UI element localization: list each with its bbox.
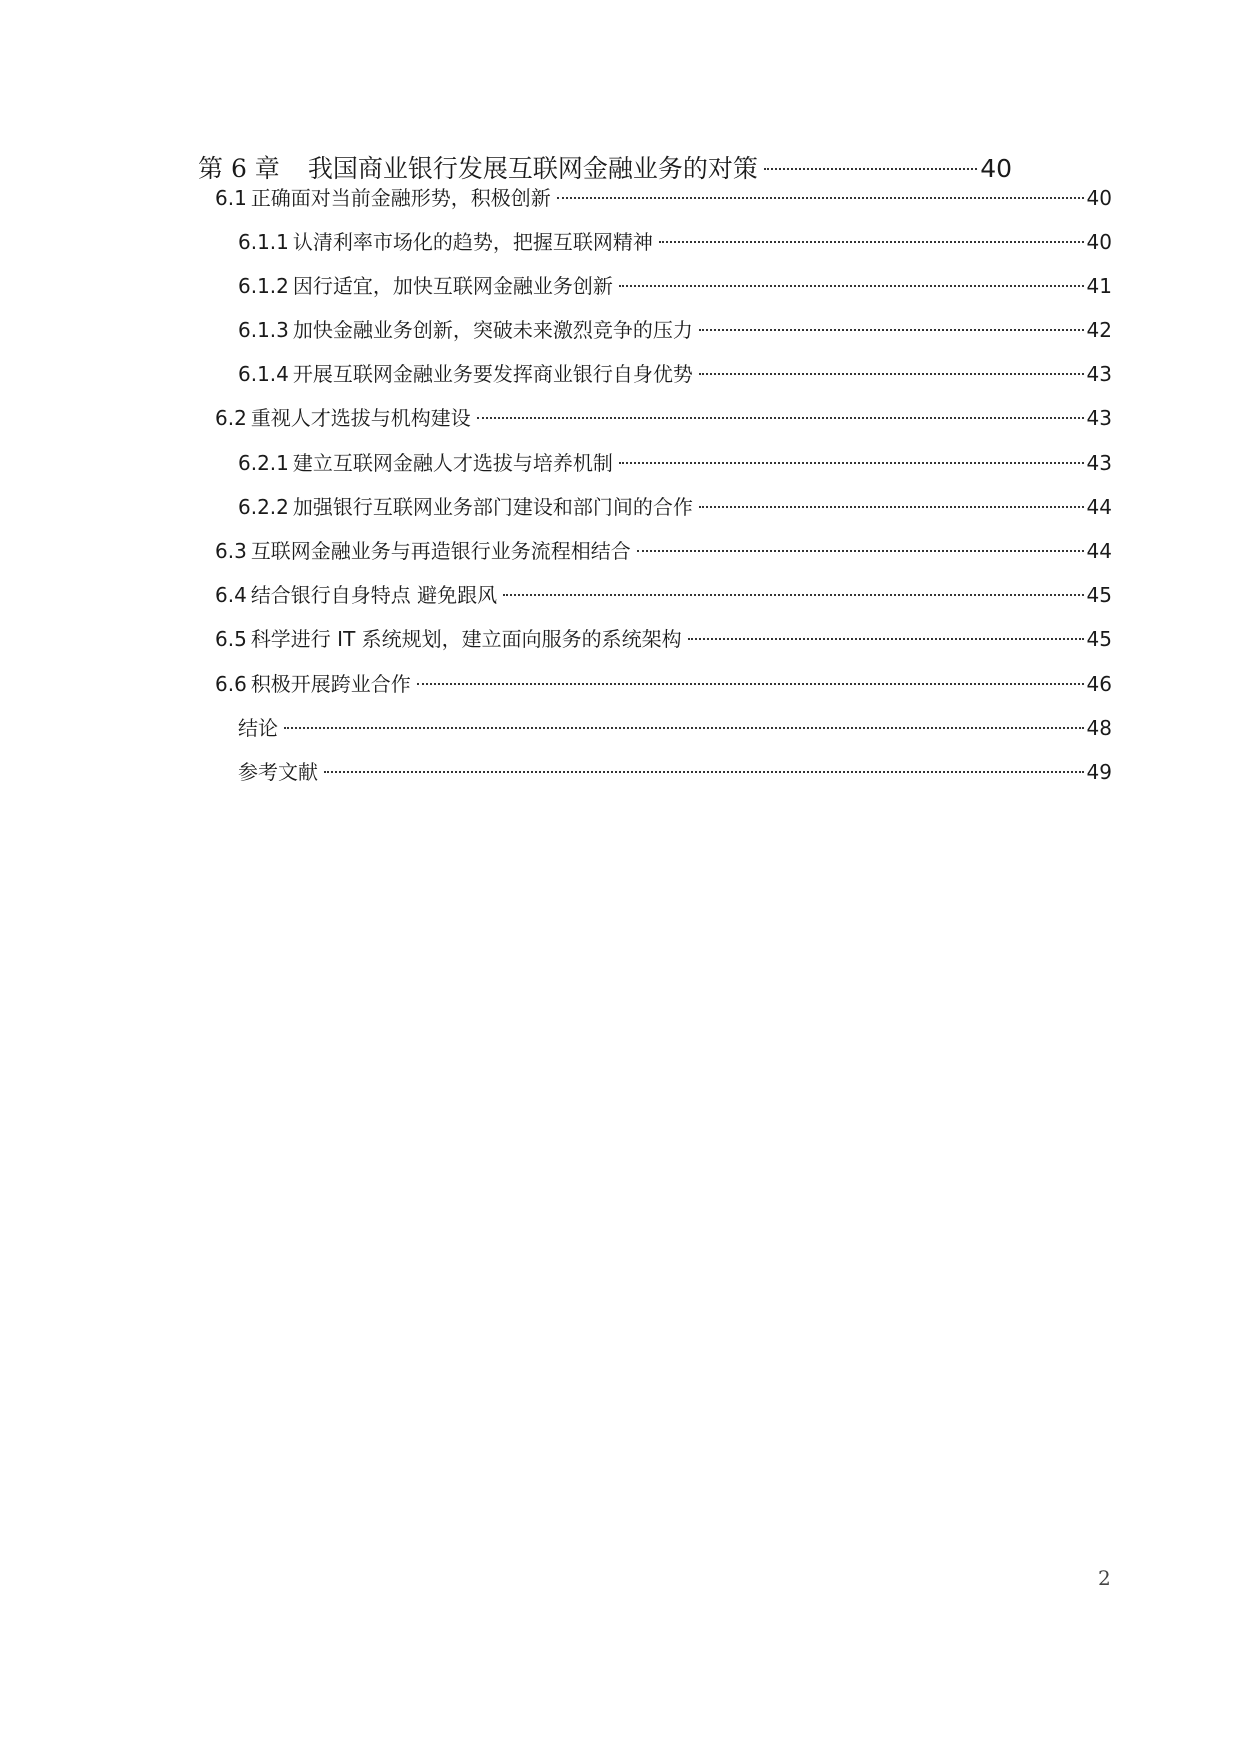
toc-entry-number: 6.2 <box>215 406 247 430</box>
toc-entry-page: 43 <box>1086 451 1112 475</box>
toc-entry-title: 参考文献 <box>238 760 318 784</box>
toc-entry-title: 互联网金融业务与再造银行业务流程相结合 <box>250 539 631 563</box>
toc-entry-title: 加快金融业务创新，突破未来激烈竞争的压力 <box>292 318 693 342</box>
toc-entry-6-3[interactable] <box>215 536 1112 566</box>
toc-entry-title: 科学进行 IT 系统规划，建立面向服务的系统架构 <box>250 627 682 651</box>
toc-entry-number: 6.2.2 <box>238 495 289 519</box>
toc-entry-6-5[interactable] <box>215 624 1112 654</box>
toc-leader-dots <box>659 241 1084 243</box>
toc-chapter-title: 我国商业银行发展互联网金融业务的对策 <box>307 154 758 183</box>
toc-leader-dots <box>688 638 1084 640</box>
toc-entry-title: 建立互联网金融人才选拔与培养机制 <box>292 451 613 475</box>
toc-entry-page: 45 <box>1086 583 1112 607</box>
toc-entry-title: 结合银行自身特点 避免跟风 <box>250 583 498 607</box>
toc-entry-6-4[interactable] <box>215 580 1112 610</box>
toc-leader-dots <box>503 594 1083 596</box>
toc-entry-6-2-2[interactable] <box>238 492 1112 522</box>
toc-entry-6-2[interactable] <box>215 403 1112 433</box>
toc-entry-number: 6.3 <box>215 539 247 563</box>
toc-chapter-number: 第 6 章 <box>198 154 280 183</box>
toc-entry-6-1-4[interactable] <box>238 359 1112 389</box>
toc-entry-page: 45 <box>1086 627 1112 651</box>
toc-entry-title: 因行适宜，加快互联网金融业务创新 <box>292 274 613 298</box>
toc-entry-title: 认清利率市场化的趋势，把握互联网精神 <box>292 230 653 254</box>
toc-entry-number: 6.5 <box>215 627 247 651</box>
toc-entry-page: 43 <box>1086 362 1112 386</box>
page-number: 2 <box>1098 1566 1111 1590</box>
toc-entry-page: 46 <box>1086 672 1112 696</box>
toc-entry-number: 6.1.1 <box>238 230 289 254</box>
toc-leader-dots <box>284 727 1084 729</box>
toc-entry-6-1-3[interactable] <box>238 315 1112 345</box>
toc-leader-dots <box>324 771 1084 773</box>
toc-chapter-page: 40 <box>980 154 1012 183</box>
toc-entry-page: 40 <box>1086 230 1112 254</box>
toc-entry-6-2-1[interactable] <box>238 448 1112 478</box>
toc-entry-title: 正确面对当前金融形势，积极创新 <box>250 186 551 210</box>
toc-leader-dots <box>699 506 1084 508</box>
toc-entry-number: 6.6 <box>215 672 247 696</box>
toc-entry-number: 6.1 <box>215 186 247 210</box>
toc-entry-page: 44 <box>1086 495 1112 519</box>
toc-leader-dots <box>619 462 1084 464</box>
toc-entry-page: 40 <box>1086 186 1112 210</box>
toc-entry-6-1-2[interactable] <box>238 271 1112 301</box>
toc-entry-number: 6.2.1 <box>238 451 289 475</box>
toc-entry-6-6[interactable] <box>215 669 1112 699</box>
toc-entry-title: 加强银行互联网业务部门建设和部门间的合作 <box>292 495 693 519</box>
toc-entry-number: 6.1.2 <box>238 274 289 298</box>
toc-leader-dots <box>764 168 977 170</box>
toc-entry-6-1-1[interactable] <box>238 227 1112 257</box>
toc-entry-title: 结论 <box>238 716 278 740</box>
toc-leader-dots <box>417 683 1084 685</box>
toc-entry-title: 积极开展跨业合作 <box>250 672 411 696</box>
toc-entry-number: 6.1.3 <box>238 318 289 342</box>
toc-entry-title: 重视人才选拔与机构建设 <box>250 406 471 430</box>
toc-entry-references[interactable] <box>238 757 1112 787</box>
toc-entry-conclusion[interactable] <box>238 713 1112 743</box>
toc-leader-dots <box>699 373 1084 375</box>
toc-entry-page: 48 <box>1086 716 1112 740</box>
toc-leader-dots <box>557 197 1084 199</box>
toc-leader-dots <box>699 329 1084 331</box>
toc-leader-dots <box>637 550 1084 552</box>
toc-entry-number: 6.1.4 <box>238 362 289 386</box>
toc-entry-page: 44 <box>1086 539 1112 563</box>
toc-entry-page: 49 <box>1086 760 1112 784</box>
toc-chapter-6[interactable] <box>198 152 1012 186</box>
toc-entry-title: 开展互联网金融业务要发挥商业银行自身优势 <box>292 362 693 386</box>
toc-entry-page: 41 <box>1086 274 1112 298</box>
toc-entry-6-1[interactable] <box>215 183 1112 213</box>
toc-entry-page: 42 <box>1086 318 1112 342</box>
toc-leader-dots <box>619 285 1084 287</box>
toc-entry-page: 43 <box>1086 406 1112 430</box>
toc-leader-dots <box>477 417 1084 419</box>
toc-entry-number: 6.4 <box>215 583 247 607</box>
